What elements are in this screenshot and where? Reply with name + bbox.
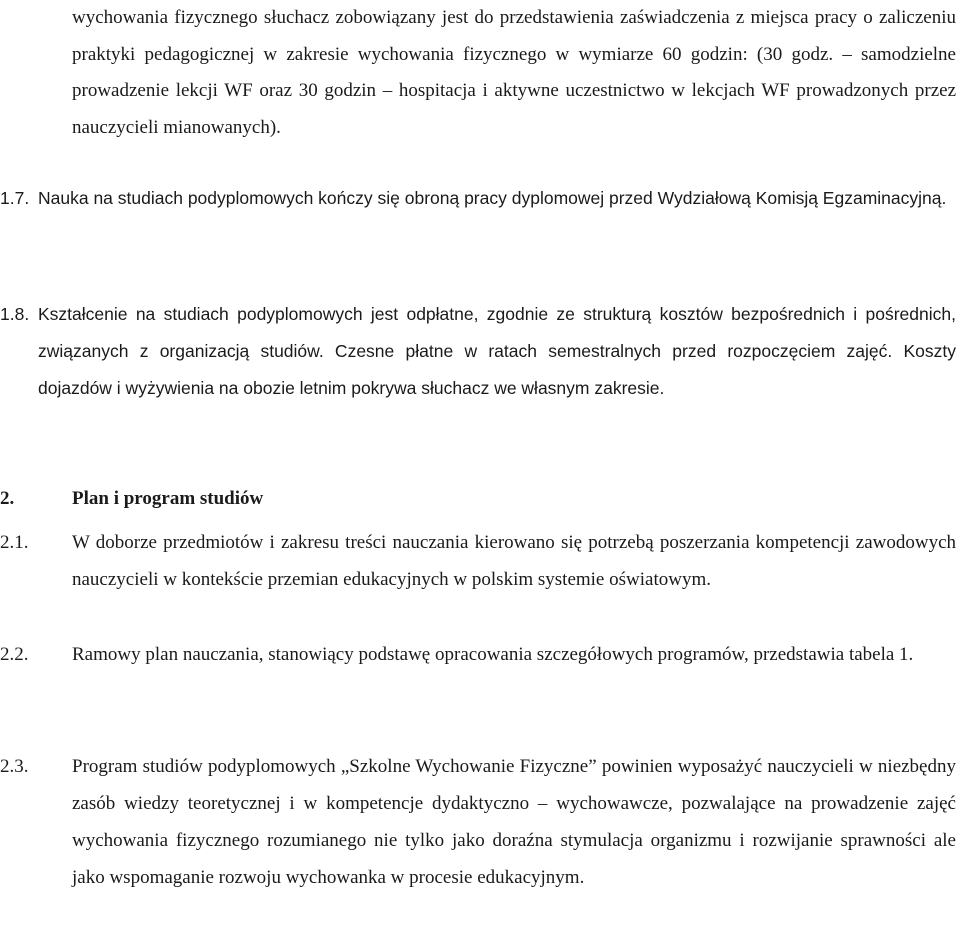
subsection-number: 2.1. bbox=[0, 532, 29, 553]
subsection-text: Ramowy plan nauczania, stanowiący podstawę opracowania szczegółowych programów, przedstawia tabela 1. bbox=[72, 644, 914, 665]
intro-paragraph: wychowania fizycznego słuchacz zobowiązany jest do przedstawienia zaświadczenia z miejsca pracy o zaliczeniu praktyki pedagogicznej w zakresie wychowania fizycznego w wymiarze 60 godzin: (30 godz. – samodzielne prowadzenie lekcji WF oraz 30 godzin – hospitacja i aktywne uczestnictwo w lekcjach WF prowadzonych przez nauczycieli mianowanych). bbox=[72, 7, 956, 138]
section-heading-title: Plan i program studiów bbox=[72, 488, 264, 509]
item-number: 1.7. bbox=[0, 188, 30, 208]
section-heading-number: 2. bbox=[0, 488, 15, 509]
item-number: 1.8. bbox=[0, 304, 30, 324]
subsection-number: 2.2. bbox=[0, 644, 29, 665]
subsection-number: 2.3. bbox=[0, 756, 29, 777]
subsection-text: W doborze przedmiotów i zakresu treści nauczania kierowano się potrzebą poszerzania kompetencji zawodowych nauczycieli w kontekście przemian edukacyjnych w polskim systemie oświatowym. bbox=[72, 532, 956, 590]
item-text: Kształcenie na studiach podyplomowych jest odpłatne, zgodnie ze strukturą kosztów bezpośrednich i pośrednich, związanych z organizacją studiów. Czesne płatne w ratach semestralnych przed rozpoczęciem zajęć. Koszty dojazdów i wyżywienia na obozie letnim pokrywa słuchacz we własnym zakresie. bbox=[38, 304, 956, 398]
subsection-text: Program studiów podyplomowych „Szkolne Wychowanie Fizyczne” powinien wyposażyć nauczycieli w niezbędny zasób wiedzy teoretycznej i w kompetencje dydaktyczno – wychowawcze, pozwalające na prowadzenie zajęć wychowania fizycznego rozumianego nie tylko jako doraźna stymulacja organizmu i rozwijanie sprawności ale jako wspomaganie rozwoju wychowanka w procesie edukacyjnym. bbox=[72, 756, 956, 888]
item-text: Nauka na studiach podyplomowych kończy się obroną pracy dyplomowej przed Wydziałową Komisją Egzaminacyjną. bbox=[38, 188, 947, 208]
